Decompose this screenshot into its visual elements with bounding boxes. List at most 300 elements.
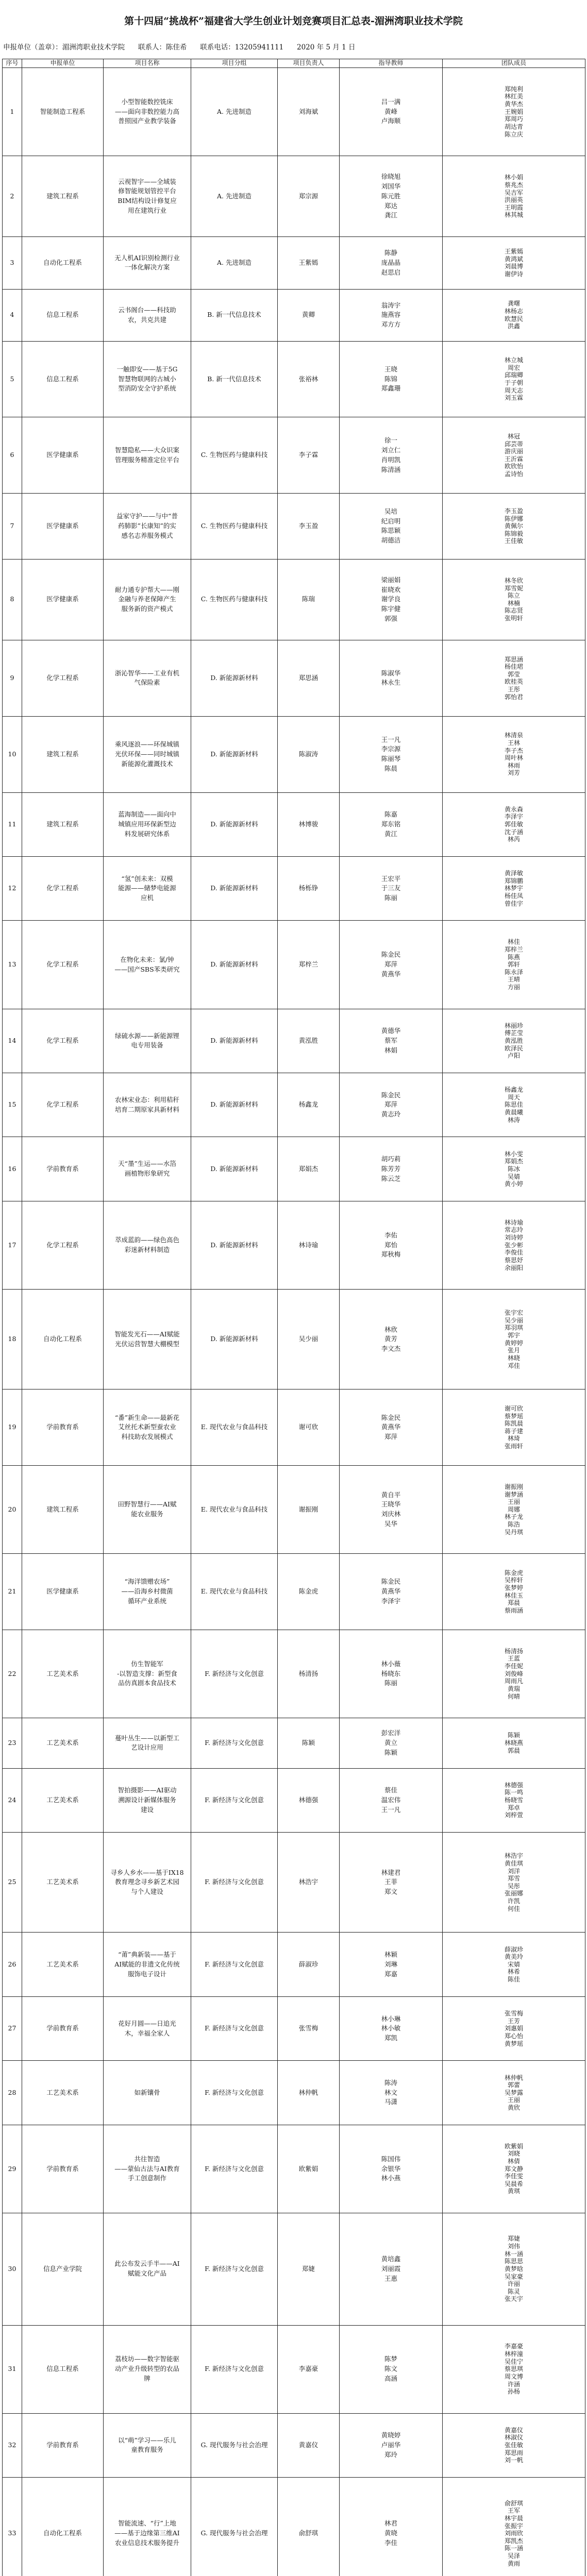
cell-members — [443, 2061, 585, 2125]
project-line: 农林宋业态：利用秸秆 — [114, 1096, 179, 1104]
cell-unit: 化学工程系 — [22, 1201, 104, 1289]
member-name: 陈锦毅 — [504, 530, 523, 537]
teacher-name: 郑萍 — [384, 960, 397, 969]
table-row — [3, 716, 585, 792]
project-line: 修智能规划管控平台 — [118, 187, 176, 195]
cell-project — [104, 1718, 191, 1769]
teacher-name: 黄德华 — [381, 1027, 401, 1035]
member-name: 林小雯 — [504, 1150, 523, 1158]
member-name: 林诗瑜 — [504, 1218, 523, 1226]
member-name: 郑纯利 — [504, 85, 523, 93]
cell-group: E. 现代农业与食品科技 — [191, 1466, 278, 1554]
member-name: 王紫嫣 — [504, 248, 523, 256]
teacher-name: 龚江 — [384, 211, 397, 219]
teacher-name: 纪启明 — [381, 517, 401, 525]
cell-leader: 陈淑涛 — [278, 716, 340, 792]
teacher-name: 黄晓 — [384, 2529, 397, 2537]
member-name: 郭蕾 — [507, 2081, 520, 2089]
cell-project — [104, 2478, 191, 2576]
project-line: 艾丝托术新型蚕农业 — [118, 1423, 176, 1431]
cell-leader: 郑宗源 — [278, 156, 340, 237]
cell-leader: 俞舒琪 — [278, 2478, 340, 2576]
member-name: 黄瑞 — [507, 1685, 520, 1692]
member-name: 蔡兆杰 — [504, 181, 523, 189]
member-name: 林希 — [507, 1968, 520, 1976]
teacher-name: 李文杰 — [381, 1345, 401, 1353]
cell-group: A. 先进制造 — [191, 237, 278, 289]
teacher-name: 黄峰 — [384, 107, 397, 115]
project-line: 科技助农发展模式 — [121, 1433, 173, 1441]
project-line: 童教育服务 — [131, 2446, 163, 2454]
project-line: 料发展研究体系 — [124, 829, 170, 838]
page-title: 第十四届“挑战杯”福建省大学生创业计划竞赛项目汇总表-湄洲湾职业技术学院 — [124, 15, 463, 27]
member-name: 傅芷莹 — [504, 1029, 523, 1037]
project-line: 彩迷新材料制造 — [124, 1245, 170, 1253]
teacher-name: 彭宏洋 — [381, 1729, 401, 1737]
cell-no: 33 — [3, 2478, 22, 2576]
member-name: 陈思佳 — [504, 1101, 523, 1109]
header-project: 项目名称 — [104, 59, 191, 68]
member-name: 邓佳 — [507, 1362, 520, 1369]
member-name: 陈燕 — [507, 953, 520, 961]
table-row — [3, 1933, 585, 1996]
header-members: 团队成员 — [443, 59, 585, 68]
project-line: 云视智宇——全域装 — [118, 177, 176, 185]
project-line: 建设 — [140, 1805, 154, 1814]
teacher-name: 吴培 — [384, 507, 397, 515]
teacher-name: 翁涛宇 — [381, 301, 401, 309]
project-line: “番”新生命——最新花 — [114, 1413, 180, 1421]
phone-number: 13205941111 — [234, 43, 284, 52]
cell-teacher — [340, 2061, 443, 2125]
member-name: 林清泉 — [504, 732, 523, 739]
cell-project — [104, 1768, 191, 1832]
member-name: 郑娟杰 — [504, 1158, 523, 1165]
project-line: -以智造支撑：新型食 — [117, 1669, 177, 1677]
cell-group: C. 生物医药与健康科技 — [191, 417, 278, 494]
member-name: 黄梦瑶 — [504, 2040, 523, 2047]
cell-teacher — [340, 1389, 443, 1466]
table-row — [3, 1630, 585, 1718]
member-name: 陈浩 — [507, 1521, 520, 1529]
project-line: 金融与养老保障产生 — [118, 595, 176, 603]
cell-members — [443, 1554, 585, 1630]
cell-no: 7 — [3, 494, 22, 559]
cell-leader: 张裕林 — [278, 341, 340, 417]
cell-teacher — [340, 2478, 443, 2576]
table-row — [3, 1389, 585, 1466]
member-name: 黄嘉仪 — [504, 2426, 523, 2434]
teacher-name: 李宗源 — [381, 745, 401, 753]
cell-members — [443, 1137, 585, 1201]
project-line: “莆”典新装——基于 — [118, 1951, 176, 1959]
cell-members — [443, 2213, 585, 2325]
member-name: 张天宇 — [504, 2295, 523, 2303]
table-row — [3, 559, 585, 640]
cell-group: F. 新经济与文化创意 — [191, 1933, 278, 1996]
member-name: 林冠 — [507, 432, 520, 440]
teacher-name: 林欣 — [384, 1325, 397, 1333]
table-row — [3, 68, 585, 156]
member-name: 黄佳琪 — [504, 1859, 523, 1867]
cell-group: D. 新能源新材料 — [191, 921, 278, 1009]
cell-unit: 化学工程系 — [22, 857, 104, 921]
member-name: 何佳 — [507, 1905, 520, 1912]
project-line: 云书阁台——科技助 — [118, 306, 176, 314]
member-name: 郑羽琪 — [504, 1324, 523, 1332]
member-name: 黄华杰 — [504, 100, 523, 108]
project-line: 智慧物联网的古城小 — [118, 375, 176, 383]
cell-no: 32 — [3, 2413, 22, 2477]
member-name: 周天 — [507, 1093, 520, 1101]
project-line: 教育理念寻乡新艺术园 — [114, 1878, 179, 1886]
table-row — [3, 156, 585, 237]
project-line: 用在建筑行业 — [127, 206, 166, 214]
teacher-name: 刘琳 — [384, 1960, 397, 1968]
member-name: 刘玉霖 — [504, 394, 523, 402]
cell-leader: 欧紫娟 — [278, 2125, 340, 2213]
member-name: 郑卓 — [507, 1804, 520, 1811]
member-name: 欧欣怡 — [504, 463, 523, 470]
teacher-name: 郑凯 — [384, 2034, 397, 2042]
cell-leader: 谢可欣 — [278, 1389, 340, 1466]
cell-leader: 黄泓胜 — [278, 1009, 340, 1073]
member-name: 谢伊诗 — [504, 270, 523, 278]
member-name: 蒋子建 — [504, 1427, 523, 1435]
cell-project — [104, 2061, 191, 2125]
project-line: “氢”创未来：双模 — [121, 874, 173, 883]
teacher-name: 王惠 — [384, 2274, 397, 2282]
cell-project — [104, 1201, 191, 1289]
cell-no: 30 — [3, 2213, 22, 2325]
cell-no: 21 — [3, 1554, 22, 1630]
member-name: 林杨志 — [504, 308, 523, 315]
project-line: 智能流速、“行”上地 — [118, 2519, 176, 2528]
teacher-name: 梁丽娟 — [381, 575, 401, 584]
table-body — [3, 68, 585, 2576]
cell-unit: 医学健康系 — [22, 559, 104, 640]
member-name: 李玉盈 — [504, 507, 523, 515]
cell-unit: 医学健康系 — [22, 494, 104, 559]
cell-project — [104, 2125, 191, 2213]
member-name: 林子龙 — [504, 1513, 523, 1521]
teacher-name: 温宏伟 — [381, 1795, 401, 1804]
member-name: 林红美 — [504, 93, 523, 100]
project-line: 一体化解决方案 — [124, 263, 170, 272]
cell-teacher — [340, 289, 443, 341]
teacher-name: 陈金民 — [381, 951, 401, 959]
cell-teacher — [340, 1833, 443, 1933]
cell-unit: 信息工程系 — [22, 2325, 104, 2413]
cell-no: 9 — [3, 640, 22, 717]
project-line: 蓝海制造——面向中 — [118, 810, 176, 819]
project-line: 绿硫水源——新能源锂 — [114, 1031, 179, 1040]
cell-members — [443, 1996, 585, 2060]
member-name: 薛淑珍 — [504, 1945, 523, 1953]
cell-teacher — [340, 716, 443, 792]
member-name: 林倩 — [507, 2157, 520, 2165]
member-name: 陈一鸣 — [504, 1789, 523, 1797]
cell-unit: 化学工程系 — [22, 1073, 104, 1137]
cell-members — [443, 716, 585, 792]
table-row — [3, 237, 585, 289]
unit-label: 申报单位（盖章）： — [3, 43, 62, 52]
cell-no: 18 — [3, 1290, 22, 1389]
cell-project — [104, 1073, 191, 1137]
cell-leader: 杨鑫龙 — [278, 1073, 340, 1137]
cell-no: 29 — [3, 2125, 22, 2213]
cell-group: C. 生物医药与健康科技 — [191, 559, 278, 640]
cell-no: 22 — [3, 1630, 22, 1718]
cell-group: G. 现代服务与社会治理 — [191, 2413, 278, 2477]
teacher-name: 王一凡 — [381, 1805, 401, 1814]
project-line: 能农业服务 — [131, 1510, 163, 1518]
project-line: 共往智造 — [134, 2155, 160, 2163]
cell-group: D. 新能源新材料 — [191, 1073, 278, 1137]
table-row — [3, 1996, 585, 2060]
project-line: 与个人建设 — [131, 1888, 163, 1896]
cell-project — [104, 1833, 191, 1933]
member-name: 黄永森 — [504, 805, 523, 813]
teacher-name: 高涵 — [384, 2374, 397, 2382]
teacher-name: 郑嘉 — [384, 1970, 397, 1978]
cell-members — [443, 1009, 585, 1073]
member-name: 林冬欣 — [504, 577, 523, 584]
cell-no: 27 — [3, 1996, 22, 2060]
member-name: 林佳 — [507, 938, 520, 946]
cell-leader: 林诗瑜 — [278, 1201, 340, 1289]
project-line: 气保险素 — [134, 679, 160, 687]
cell-no: 28 — [3, 2061, 22, 2125]
project-line: 寻乡人乡水——基于IX18 — [110, 1868, 184, 1876]
cell-teacher — [340, 559, 443, 640]
member-name: 周雨凡 — [504, 1677, 523, 1685]
member-name: 林丽珍 — [504, 1022, 523, 1029]
cell-unit: 医学健康系 — [22, 417, 104, 494]
member-name: 林涛 — [507, 1116, 520, 1124]
member-name: 王林 — [507, 739, 520, 747]
teacher-name: 黄志玲 — [381, 1110, 401, 1118]
cell-teacher — [340, 1466, 443, 1554]
member-name: 林仲帆 — [504, 2074, 523, 2081]
teacher-name: 黄燕华 — [381, 1587, 401, 1596]
cell-no: 16 — [3, 1137, 22, 1201]
teacher-name: 林颖 — [384, 1951, 397, 1959]
member-name: 王丽 — [507, 1498, 520, 1506]
cell-group: B. 新一代信息技术 — [191, 289, 278, 341]
member-name: 张宇宏 — [504, 1309, 523, 1317]
project-line: 赋能文化产品 — [127, 2269, 166, 2278]
cell-members — [443, 1073, 585, 1137]
member-name: 周文博 — [504, 2372, 523, 2380]
member-name: 卢阳 — [507, 1052, 520, 1060]
member-name: 王明霞 — [504, 204, 523, 211]
table-row — [3, 2125, 585, 2213]
teacher-name: 蔡佳 — [384, 1786, 397, 1794]
member-name: 张梦婷 — [504, 1584, 523, 1591]
member-name: 孟诗怡 — [504, 470, 523, 478]
teacher-name: 郑萍 — [384, 1433, 397, 1441]
header-no: 序号 — [3, 59, 22, 68]
cell-no: 4 — [3, 289, 22, 341]
cell-project — [104, 341, 191, 417]
member-name: 周娜 — [507, 1505, 520, 1513]
cell-teacher — [340, 1630, 443, 1718]
teacher-name: 陈嘉 — [384, 810, 397, 819]
member-name: 林楠 — [507, 599, 520, 607]
member-name: 谢梦涵 — [504, 1490, 523, 1498]
member-name: 沈子涵 — [504, 828, 523, 836]
member-name: 吴梦露 — [504, 2089, 523, 2096]
cell-leader: 林仲帆 — [278, 2061, 340, 2125]
member-name: 陈伊娜 — [504, 515, 523, 522]
teacher-name: 郑秋梅 — [381, 1250, 401, 1259]
teacher-name: 崔晓欢 — [381, 585, 401, 594]
member-name: 陈凯晨 — [504, 1420, 523, 1428]
cell-project — [104, 1630, 191, 1718]
cell-no: 14 — [3, 1009, 22, 1073]
cell-teacher — [340, 857, 443, 921]
project-line: 感名志养服务模式 — [121, 531, 173, 539]
member-name: 王沂霖 — [504, 455, 523, 463]
project-line: 花好月圆——日追光 — [118, 2019, 176, 2027]
cell-teacher — [340, 1290, 443, 1389]
table-row — [3, 1718, 585, 1769]
member-name: 林一涵 — [504, 2250, 523, 2258]
cell-group: F. 新经济与文化创意 — [191, 2125, 278, 2213]
member-name: 陈佳 — [507, 1976, 520, 1984]
project-line: 艺设计应用 — [131, 1743, 163, 1752]
member-name: 林佳玉 — [504, 1591, 523, 1599]
teacher-name: 李泽宇 — [381, 1597, 401, 1605]
project-line: 培育二期原家具新材料 — [114, 1105, 179, 1113]
teacher-name: 林小琳 — [381, 2014, 401, 2023]
teacher-name: 林小燕 — [381, 2174, 401, 2182]
member-name: 陈立庆 — [504, 130, 523, 138]
member-name: 王佳敏 — [504, 537, 523, 545]
cell-project — [104, 921, 191, 1009]
member-name: 俞舒琪 — [504, 2499, 523, 2507]
cell-teacher — [340, 1768, 443, 1832]
project-line: 在物化未来：氯/钟 — [120, 955, 174, 963]
member-name: 林琦 — [507, 1435, 520, 1443]
member-name: 郭怡君 — [504, 693, 523, 701]
member-name: 林梦宇 — [504, 885, 523, 892]
member-name: 杨晓雪 — [504, 1797, 523, 1804]
member-name: 陈冰 — [507, 1165, 520, 1173]
project-line: 荔枝坊——数字智能驱 — [114, 2355, 179, 2363]
cell-teacher — [340, 417, 443, 494]
cell-group: F. 新经济与文化创意 — [191, 1996, 278, 2060]
teacher-name: 刘丽霞 — [381, 2264, 401, 2273]
table-row — [3, 494, 585, 559]
cell-unit: 工艺美术系 — [22, 1833, 104, 1933]
member-name: 方丽 — [507, 984, 520, 991]
member-name: 李嘉豪 — [504, 2343, 523, 2350]
cell-members — [443, 1201, 585, 1289]
member-name: 吴丹琪 — [504, 1528, 523, 1536]
cell-unit: 自动化工程系 — [22, 1290, 104, 1389]
cell-teacher — [340, 1073, 443, 1137]
cell-leader: 陈瑞 — [278, 559, 340, 640]
teacher-name: 陈锦 — [384, 375, 397, 383]
cell-members — [443, 1290, 585, 1389]
project-line: 木，幸福全家人 — [124, 2029, 170, 2037]
member-name: 王军 — [507, 2507, 520, 2515]
member-name: 郑思雨 — [504, 2449, 523, 2456]
teacher-name: 谢学良 — [381, 595, 401, 603]
table-row — [3, 2213, 585, 2325]
cell-project — [104, 1137, 191, 1201]
teacher-name: 于三友 — [381, 884, 401, 892]
member-name: 刘伟 — [507, 2243, 520, 2250]
cell-group: D. 新能源新材料 — [191, 1201, 278, 1289]
report-date: 2020 年 5 月 1 日 — [296, 43, 356, 52]
cell-no: 2 — [3, 156, 22, 237]
table-row — [3, 1554, 585, 1630]
teacher-name: 郑怡 — [384, 1241, 397, 1249]
cell-members — [443, 640, 585, 717]
cell-leader: 郑娟杰 — [278, 1137, 340, 1201]
member-name: 谢可欣 — [504, 1404, 523, 1412]
cell-leader: 吴少丽 — [278, 1290, 340, 1389]
table-row — [3, 289, 585, 341]
teacher-name: 郑萍 — [384, 1100, 397, 1109]
cell-project — [104, 1389, 191, 1466]
project-line: 农，共克共建 — [127, 315, 166, 324]
cell-leader: 杨清扬 — [278, 1630, 340, 1718]
teacher-name: 陈丽 — [384, 894, 397, 902]
member-name: 李泽宇 — [504, 813, 523, 821]
member-name: 欧桂英 — [504, 678, 523, 686]
member-name: 刘一帆 — [504, 2456, 523, 2464]
cell-group: D. 新能源新材料 — [191, 1137, 278, 1201]
teacher-name: 肖明凯 — [381, 455, 401, 464]
teacher-name: 陈丽 — [384, 1679, 397, 1687]
member-name: 洪丽英 — [504, 196, 523, 204]
project-line: 电专用装备 — [131, 1041, 163, 1049]
member-name: 刘惠娟 — [504, 2025, 523, 2032]
cell-teacher — [340, 1009, 443, 1073]
member-name: 王芳 — [507, 2017, 520, 2025]
member-name: 蔡雨涵 — [504, 1606, 523, 1614]
member-name: 欧紫娟 — [504, 2142, 523, 2150]
member-name: 何晴 — [507, 1692, 520, 1700]
project-line: 田野智慧行——AI赋 — [118, 1500, 177, 1509]
teacher-name: 胡德洁 — [381, 536, 401, 545]
member-name: 黄泓胜 — [504, 1037, 523, 1044]
project-line: 耐力通专护帮大——刚 — [114, 585, 179, 594]
cell-members — [443, 156, 585, 237]
cell-group: F. 新经济与文化创意 — [191, 2325, 278, 2413]
member-name: 郑文静 — [504, 2165, 523, 2173]
cell-leader: 黄嘉仪 — [278, 2413, 340, 2477]
cell-group: F. 新经济与文化创意 — [191, 2061, 278, 2125]
member-name: 黄晨曦 — [504, 1109, 523, 1116]
cell-unit: 工艺美术系 — [22, 1768, 104, 1832]
member-name: 许涵 — [507, 2380, 520, 2388]
table-row — [3, 857, 585, 921]
cell-project — [104, 1009, 191, 1073]
cell-leader: 陈颖 — [278, 1718, 340, 1769]
teacher-name: 林文 — [384, 2088, 397, 2096]
teacher-name: 赵思启 — [381, 268, 401, 276]
cell-project — [104, 289, 191, 341]
member-name: 吴晨希 — [504, 2180, 523, 2188]
project-line: 循环产业系统 — [127, 1597, 166, 1605]
member-name: 蔡思妤 — [504, 1256, 523, 1264]
cell-project — [104, 559, 191, 640]
